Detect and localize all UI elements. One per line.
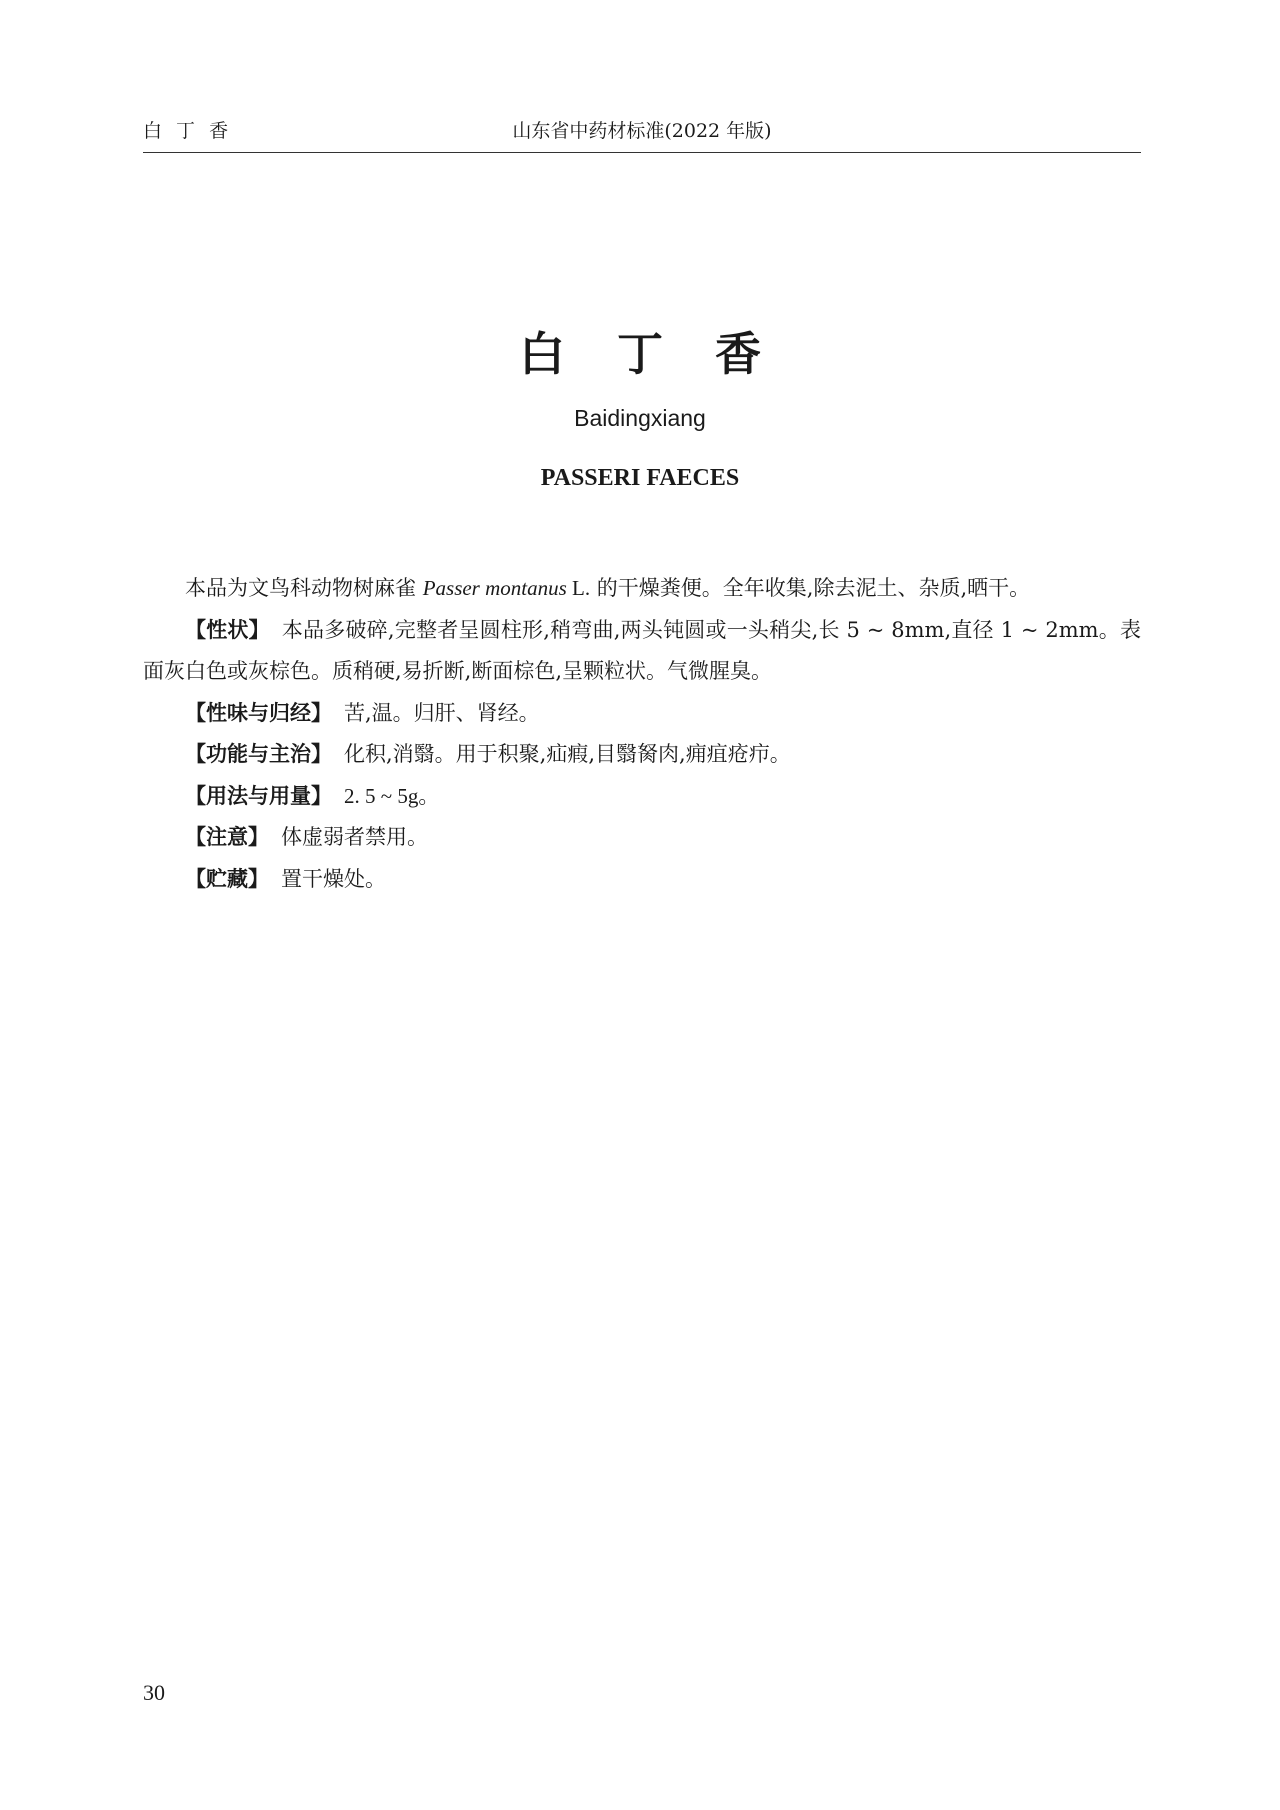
monograph-latin-name: PASSERI FAECES [540,465,740,491]
intro-paragraph [143,568,1141,610]
section-label: 【功能与主治】 [185,742,332,766]
section-text: 化积,消翳。用于积聚,疝瘕,目翳胬肉,痈疽疮疖。 [344,742,791,766]
section-yongfa [143,776,1141,818]
section-xingwei [143,693,1141,735]
section-text: 置干燥处。 [281,866,386,891]
section-gongneng [143,734,1141,776]
section-label: 【注意】 [185,825,269,849]
intro-text-1: 本品为文鸟科动物树麻雀 [185,576,423,600]
intro-text-2: 的干燥粪便。全年收集,除去泥土、杂质,晒干。 [590,576,1031,600]
section-label: 【用法与用量】 [185,783,332,808]
section-text: 2. 5 ~ 5g。 [344,783,440,808]
header-book-title: 山东省中药材标准(2022 年版) [512,120,772,142]
monograph-body [143,568,1141,900]
section-text: 本品多破碎,完整者呈圆柱形,稍弯曲,两头钝圆或一头稍尖,长 5 ~ 8mm,直径 1 ~ 2mm。表面灰白色或灰棕色。质稍硬,易折断,断面棕色,呈颗粒状。气微腥臭。 [143,617,1141,683]
species-name: Passer montanus [422,576,567,600]
header-section-name: 白 丁 香 [143,120,233,142]
section-text: 苦,温。归肝、肾经。 [344,700,540,725]
monograph-pinyin: Baidingxiang [574,405,706,431]
section-zhuyi [143,817,1141,859]
section-label: 【贮藏】 [185,866,269,891]
section-text: 体虚弱者禁用。 [281,825,428,849]
section-label: 【性味与归经】 [185,700,332,725]
section-xingzhuang [143,610,1141,693]
running-header [143,112,1141,153]
page-number: 30 [143,1680,165,1705]
monograph-title: 白 丁 香 [518,327,780,381]
section-label: 【性状】 [185,617,270,642]
species-author: L. [566,576,591,600]
section-zhucang [143,859,1141,901]
